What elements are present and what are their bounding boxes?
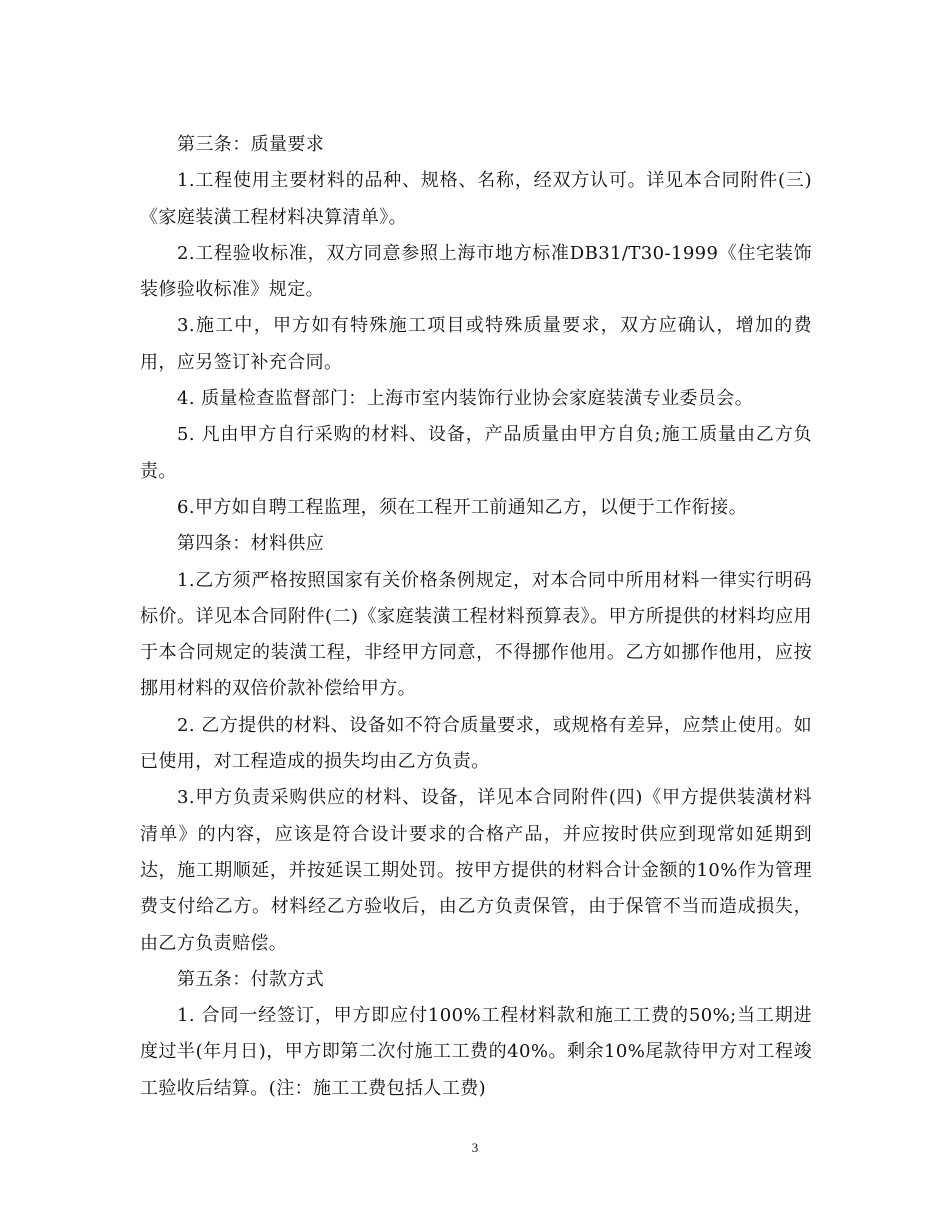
paragraph-5-1: 1. 合同一经签订，甲方即应付100%工程材料款和施工工费的50%;当工期进度过半(年月日)，甲方即第二次付施工工费的40%。剩余10%尾款待甲方对工程竣工验收后结算。(注：施工工费包括人工费)	[140, 1005, 812, 1099]
paragraph-3-2: 2.工程验收标准，双方同意参照上海市地方标准DB31/T30-1999《住宅装饰装修验收标准》规定。	[140, 242, 812, 301]
paragraph-3-3: 3.施工中，甲方如有特殊施工项目或特殊质量要求，双方应确认，增加的费用，应另签订补充合同。	[140, 315, 812, 373]
paragraph-3-1: 1.工程使用主要材料的品种、规格、名称，经双方认可。详见本合同附件(三)《家庭装潢工程材料决算清单》。	[140, 170, 812, 228]
page-number: 3	[471, 1140, 479, 1155]
paragraph-4-2: 2. 乙方提供的材料、设备如不符合质量要求，或规格有差异，应禁止使用。如已使用，对工程造成的损失均由乙方负责。	[140, 714, 812, 773]
paragraph-3-5: 5. 凡由甲方自行采购的材料、设备，产品质量由甲方自负;施工质量由乙方负责。	[140, 424, 812, 482]
section-heading-3: 第三条：质量要求	[177, 134, 325, 155]
paragraph-3-6: 6.甲方如自聘工程监理，须在工程开工前通知乙方，以便于工作衔接。	[177, 496, 747, 518]
paragraph-3-4: 4. 质量检查监督部门：上海市室内装饰行业协会家庭装潢专业委员会。	[177, 388, 754, 410]
section-heading-5: 第五条：付款方式	[177, 968, 325, 990]
section-heading-4: 第四条：材料供应	[177, 533, 325, 555]
document-body	[140, 127, 812, 1107]
paragraph-4-1: 1.乙方须严格按照国家有关价格条例规定，对本合同中所用材料一律实行明码标价。详见本合同附件(二)《家庭装潢工程材料预算表》。甲方所提供的材料均应用于本合同规定的装潢工程，非经甲方同意，不得挪作他用。乙方如挪作他用，应按挪用材料的双倍价款补偿给甲方。	[140, 569, 812, 700]
paragraph-4-3: 3.甲方负责采购供应的材料、设备，详见本合同附件(四)《甲方提供装潢材料清单》的内容，应该是符合设计要求的合格产品，并应按时供应到现常如延期到达，施工期顺延，并按延误工期处罚。按甲方提供的材料合计金额的10%作为管理费支付给乙方。材料经乙方验收后，由乙方负责保管，由于保管不当而造成损失，由乙方负责赔偿。	[140, 787, 812, 954]
